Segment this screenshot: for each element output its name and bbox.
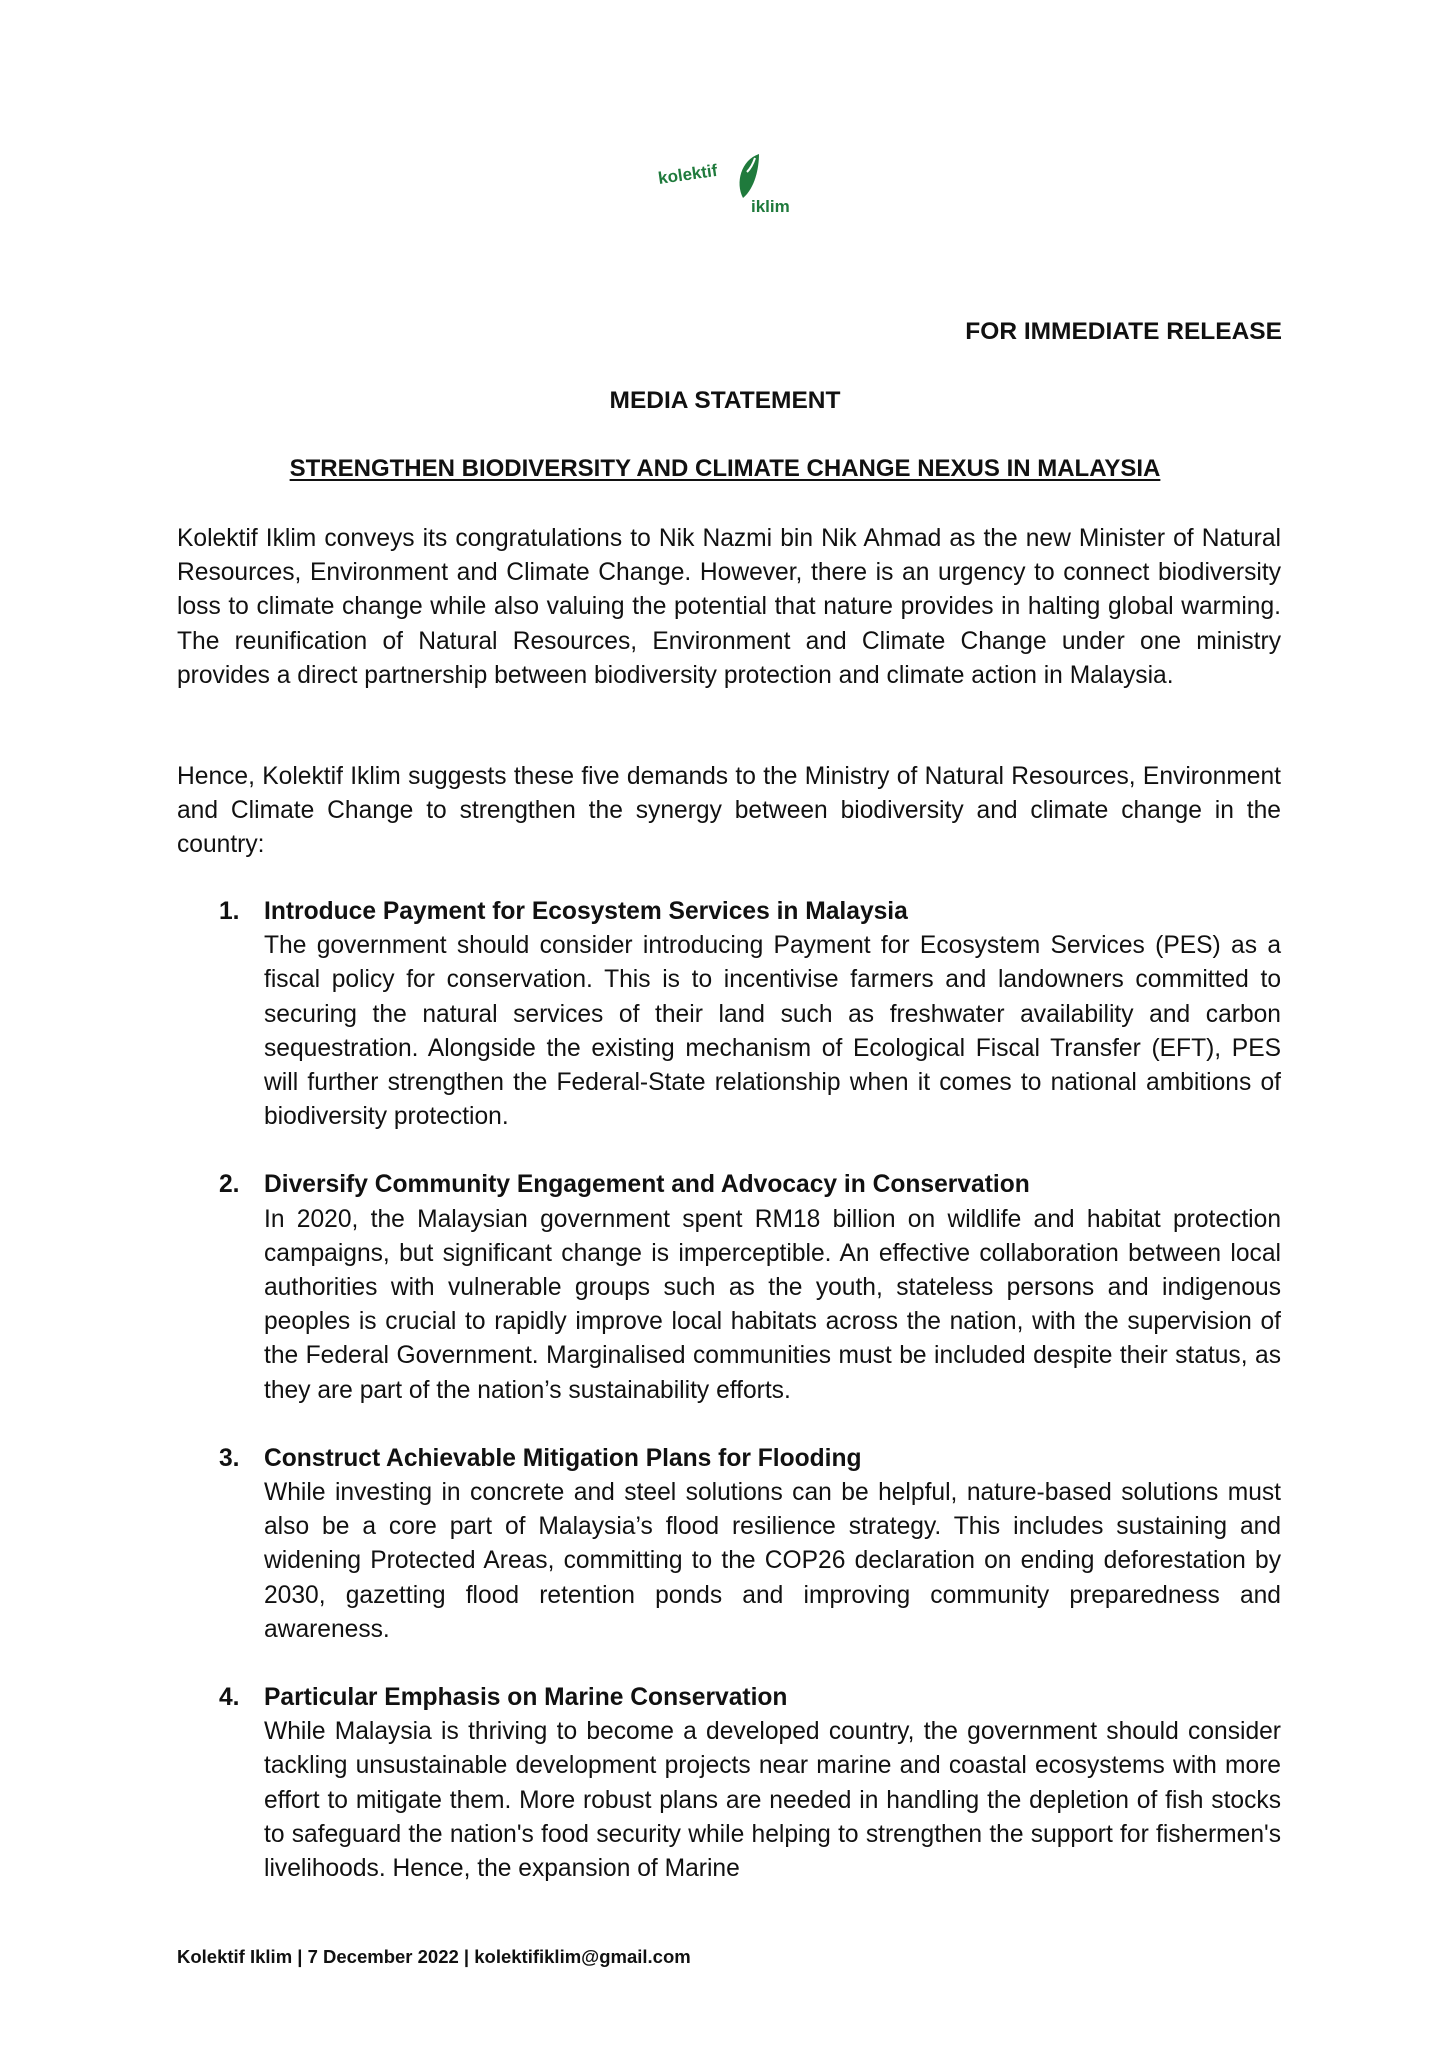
list-item	[177, 1442, 1281, 1647]
leaf-icon	[740, 154, 759, 198]
item-number: 3.	[219, 1444, 240, 1472]
page-footer: Kolektif Iklim | 7 December 2022 | kolektifiklim@gmail.com	[177, 1946, 691, 1967]
intro-paragraph: Kolektif Iklim conveys its congratulations to Nik Nazmi bin Nik Ahmad as the new Minister of Natural Resources, Environment and Climate Change. However, there is an urgency to connect biodiversity loss to climate change while also valuing the potential that nature provides in halting global warming. The reunification of Natural Resources, Environment and Climate Change under one ministry provides a direct partnership between biodiversity protection and climate action in Malaysia.	[177, 525, 1281, 689]
list-item	[177, 1168, 1281, 1407]
item-number: 2.	[219, 1171, 240, 1199]
list-item	[177, 1681, 1281, 1886]
item-number: 4.	[219, 1684, 240, 1712]
item-title: Particular Emphasis on Marine Conservation	[264, 1684, 788, 1712]
item-title: Construct Achievable Mitigation Plans for Flooding	[264, 1444, 862, 1472]
release-label: FOR IMMEDIATE RELEASE	[965, 318, 1282, 345]
logo-word-bottom: iklim	[751, 197, 790, 216]
item-body: The government should consider introducing Payment for Ecosystem Services (PES) as a fiscal policy for conservation. This is to incentivise farmers and landowners committed to securing the natural services of their land such as freshwater availability and carbon sequestration. Alongside the existing mechanism of Ecological Fiscal Transfer (EFT), PES will further strengthen the Federal-State relationship when it comes to national ambitions of biodiversity protection.	[264, 932, 1281, 1131]
demands-list	[177, 895, 1281, 1920]
item-number: 1.	[219, 898, 240, 925]
item-title: Introduce Payment for Ecosystem Services in Malaysia	[264, 898, 908, 925]
logo-graphic	[655, 148, 805, 220]
logo-word-top: kolektif	[656, 160, 719, 188]
item-title: Diversify Community Engagement and Advocacy in Conservation	[264, 1171, 1030, 1199]
item-body: In 2020, the Malaysian government spent RM18 billion on wildlife and habitat protection campaigns, but significant change is imperceptible. An effective collaboration between local authorities with vulnerable groups such as the youth, stateless persons and indigenous peoples is crucial to rapidly improve local habitats across the nation, with the supervision of the Federal Government. Marginalised communities must be included despite their status, as they are part of the nation’s sustainability efforts.	[264, 1205, 1281, 1404]
kolektif-iklim-logo	[655, 148, 805, 220]
list-item	[177, 895, 1281, 1134]
headline: STRENGTHEN BIODIVERSITY AND CLIMATE CHANGE NEXUS IN MALAYSIA	[289, 455, 1161, 482]
item-body: While Malaysia is thriving to become a developed country, the government should consider tackling unsustainable development projects near marine and coastal ecosystems with more effort to mitigate them. More robust plans are needed in handling the depletion of fish stocks to safeguard the nation's food security while helping to strengthen the support for fishermen's livelihoods. Hence, the expansion of Marine	[264, 1718, 1281, 1883]
demands-intro-paragraph: Hence, Kolektif Iklim suggests these five demands to the Ministry of Natural Resources, Environment and Climate Change to strengthen the synergy between biodiversity and climate change in the country:	[177, 763, 1281, 859]
statement-label: MEDIA STATEMENT	[609, 387, 841, 414]
item-body: While investing in concrete and steel solutions can be helpful, nature-based solutions must also be a core part of Malaysia’s flood resilience strategy. This includes sustaining and widening Protected Areas, committing to the COP26 declaration on ending deforestation by 2030, gazetting flood retention ponds and improving community preparedness and awareness.	[264, 1479, 1281, 1643]
